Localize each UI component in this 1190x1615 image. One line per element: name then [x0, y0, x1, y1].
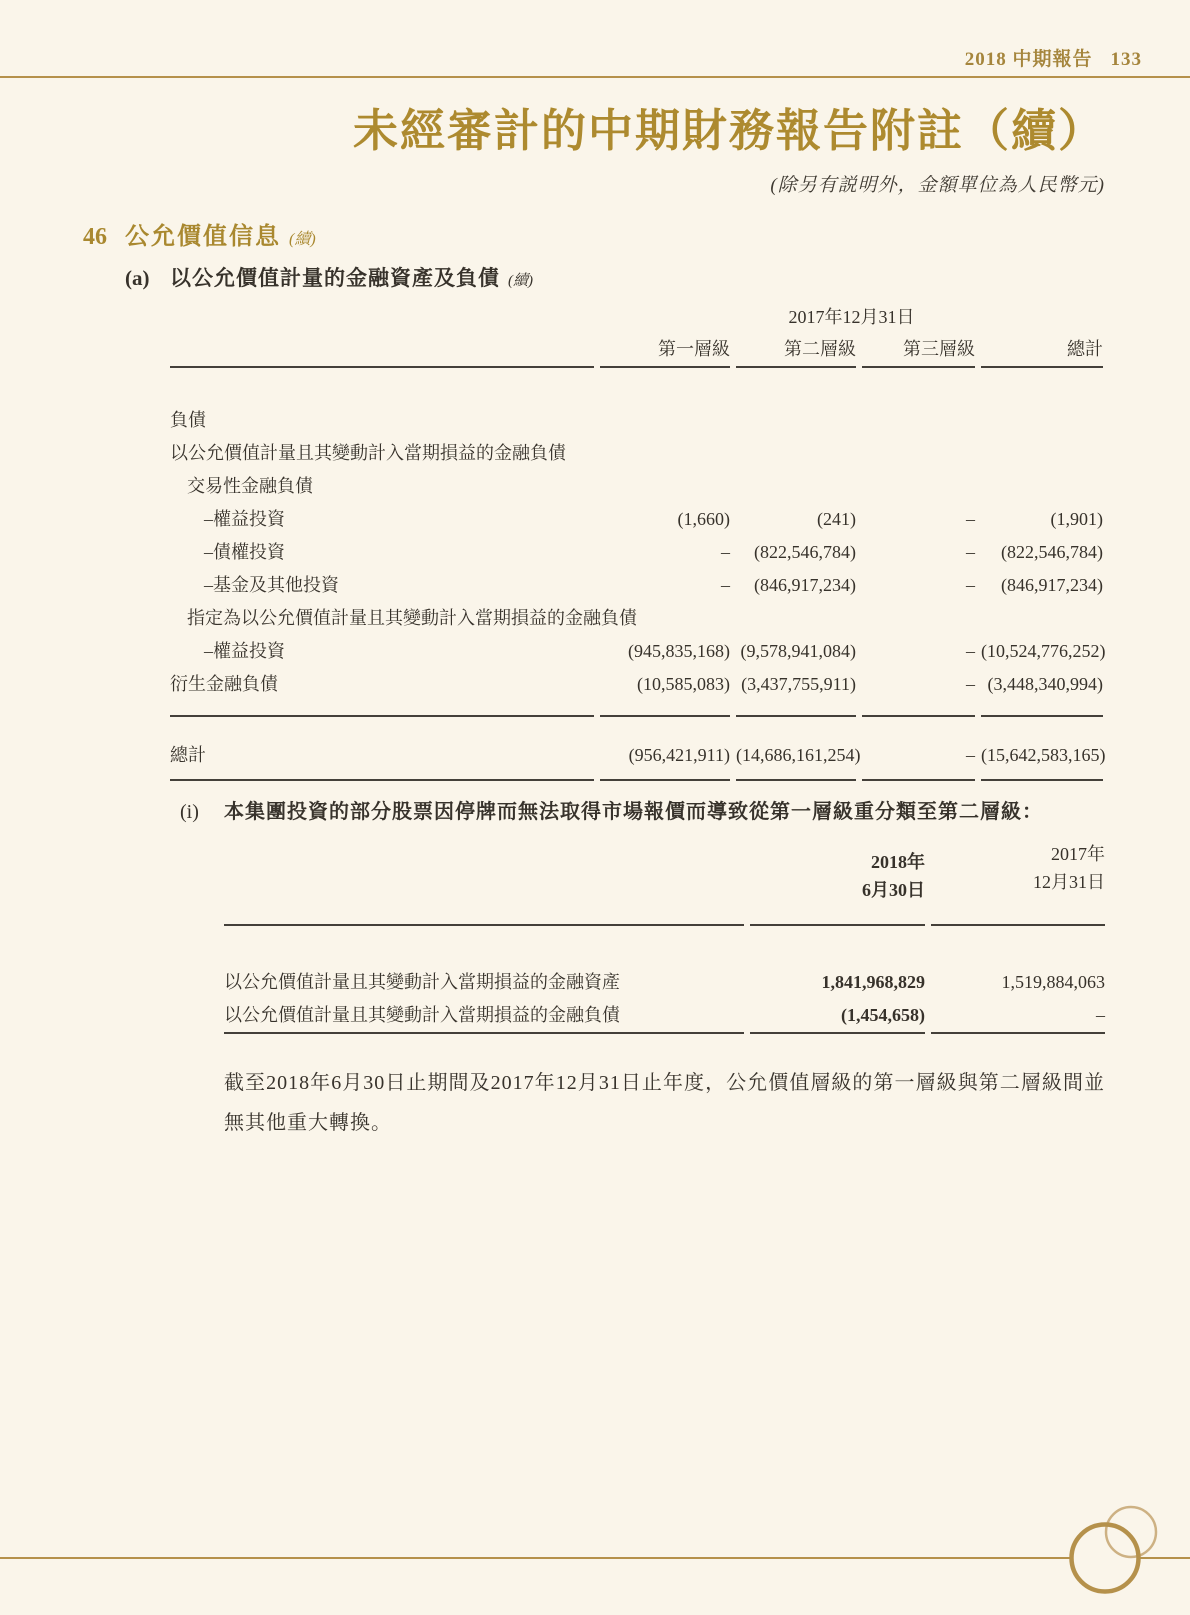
row-label: 以公允價值計量且其變動計入當期損益的金融負債: [170, 443, 566, 463]
table1-total-row: [170, 739, 1105, 772]
fair-value-hierarchy-table: [170, 302, 1105, 781]
cell-value: [736, 404, 856, 437]
row-label: 以公允價值計量且其變動計入當期損益的金融負債: [224, 1005, 620, 1025]
subsection-continued-label: (續): [508, 273, 533, 289]
table-row: [170, 503, 1105, 536]
column-header-level2: 第二層級: [784, 339, 856, 359]
table-row: [170, 470, 1105, 503]
table1-body: [170, 368, 1105, 701]
column-header-level3: 第三層級: [903, 339, 975, 359]
row-label: 以公允價值計量且其變動計入當期損益的金融資產: [224, 972, 620, 992]
cell-value: [981, 470, 1103, 503]
cell-value: [981, 437, 1103, 470]
cell-value-2017: –: [1096, 1005, 1105, 1025]
cell-value: (846,917,234): [754, 575, 856, 595]
cell-value: –: [966, 575, 975, 595]
page-header: [965, 44, 1142, 71]
cell-value: (3,448,340,994): [987, 674, 1103, 694]
cell-value: [862, 602, 975, 635]
table-row: [224, 999, 1105, 1032]
cell-value-2018: (1,454,658): [841, 1005, 925, 1025]
total-cell-value: –: [966, 745, 975, 765]
cell-value: [600, 602, 730, 635]
subsection-label: (a): [125, 266, 150, 290]
table1-date-header: 2017年12月31日: [788, 307, 915, 327]
reclassification-table: [224, 840, 1105, 1034]
table2-body: [224, 926, 1105, 1032]
cell-value: –: [966, 674, 975, 694]
cell-value: [862, 437, 975, 470]
row-label: –權益投資: [204, 509, 285, 529]
cell-value: (10,585,083): [637, 674, 730, 694]
cell-value: (822,546,784): [1001, 542, 1103, 562]
table-row: [170, 668, 1105, 701]
report-title: 2018 中期報告: [964, 49, 1093, 70]
table2-column-headers: [224, 840, 1105, 904]
table2-header-rule: [224, 924, 1105, 926]
note-i: [180, 797, 1110, 827]
column-header-total: 總計: [1067, 339, 1103, 359]
closing-paragraph: 截至2018年6月30日止期間及2017年12月31日止年度，公允價值層級的第一層級與第二層級間並無其他重大轉換。: [224, 1072, 1105, 1134]
section-title: 公允價值信息: [125, 224, 281, 250]
cell-value: (822,546,784): [754, 542, 856, 562]
table-row: [170, 437, 1105, 470]
table1-header-rule: [170, 366, 1105, 368]
table-row: [170, 569, 1105, 602]
cell-value: (1,901): [1050, 509, 1103, 529]
column-header-level1: 第一層級: [658, 339, 730, 359]
cell-value: –: [721, 575, 730, 595]
section-number: 46: [83, 224, 107, 250]
row-label: 負債: [170, 410, 206, 430]
document-subtitle: (除另有説明外，金額單位為人民幣元): [770, 175, 1105, 196]
total-cell-value: (956,421,911): [628, 745, 730, 765]
table-row: [170, 404, 1105, 437]
table2-bottom-rule: [224, 1032, 1105, 1034]
table1-column-headers: [170, 332, 1105, 366]
cell-value: –: [721, 542, 730, 562]
cell-value: –: [966, 509, 975, 529]
cell-value: [981, 404, 1103, 437]
note-i-label: (i): [180, 801, 199, 823]
cell-value: (241): [817, 509, 856, 529]
cell-value: [736, 470, 856, 503]
column-header-2017: 2017年 12月31日: [1033, 844, 1105, 892]
section-heading: [83, 216, 316, 251]
table1-bottom-rule: [170, 779, 1105, 781]
cell-value: [736, 602, 856, 635]
cell-value: (846,917,234): [1001, 575, 1103, 595]
cell-value: [862, 470, 975, 503]
row-label: –債權投資: [204, 542, 285, 562]
subsection-heading: [125, 262, 533, 292]
cell-value: –: [966, 641, 975, 661]
table-row: [224, 966, 1105, 999]
total-row-label: 總計: [170, 745, 206, 765]
cell-value: [981, 602, 1103, 635]
note-i-heading: 本集團投資的部分股票因停牌而無法取得市場報價而導致從第一層級重分類至第二層級：: [224, 801, 1043, 823]
cell-value: (3,437,755,911): [741, 674, 856, 694]
page-number: 133: [1110, 49, 1142, 70]
row-label: –權益投資: [204, 641, 285, 661]
cell-value: (10,524,776,252): [981, 641, 1106, 661]
row-label: –基金及其他投資: [204, 575, 339, 595]
cell-value: (945,835,168): [628, 641, 730, 661]
footer-decoration: [0, 1490, 1190, 1615]
column-header-2018: 2018年 6月30日: [862, 852, 925, 900]
cell-value: [736, 437, 856, 470]
table1-subtotal-rule: [170, 715, 1105, 717]
cell-value: (9,578,941,084): [740, 641, 856, 661]
total-cell-value: (14,686,161,254): [736, 745, 861, 765]
document-title: 未經審計的中期財務報告附註（續）: [352, 106, 1105, 156]
row-label: 衍生金融負債: [170, 674, 278, 694]
subsection-title: 以公允價值計量的金融資產及負債: [170, 266, 500, 290]
table-row: [170, 536, 1105, 569]
cell-value: [600, 404, 730, 437]
cell-value: –: [966, 542, 975, 562]
table-row: [170, 635, 1105, 668]
cell-value: [600, 437, 730, 470]
cell-value-2017: 1,519,884,063: [1001, 972, 1105, 992]
cell-value-2018: 1,841,968,829: [821, 972, 925, 992]
cell-value: (1,660): [677, 509, 730, 529]
cell-value: [862, 404, 975, 437]
total-cell-value: (15,642,583,165): [981, 745, 1106, 765]
header-divider: [0, 76, 1190, 78]
table-row: [170, 602, 1105, 635]
row-label: 交易性金融負債: [187, 476, 313, 496]
section-continued-label: (續): [289, 231, 316, 248]
row-label: 指定為以公允價值計量且其變動計入當期損益的金融負債: [187, 608, 637, 628]
cell-value: [600, 470, 730, 503]
